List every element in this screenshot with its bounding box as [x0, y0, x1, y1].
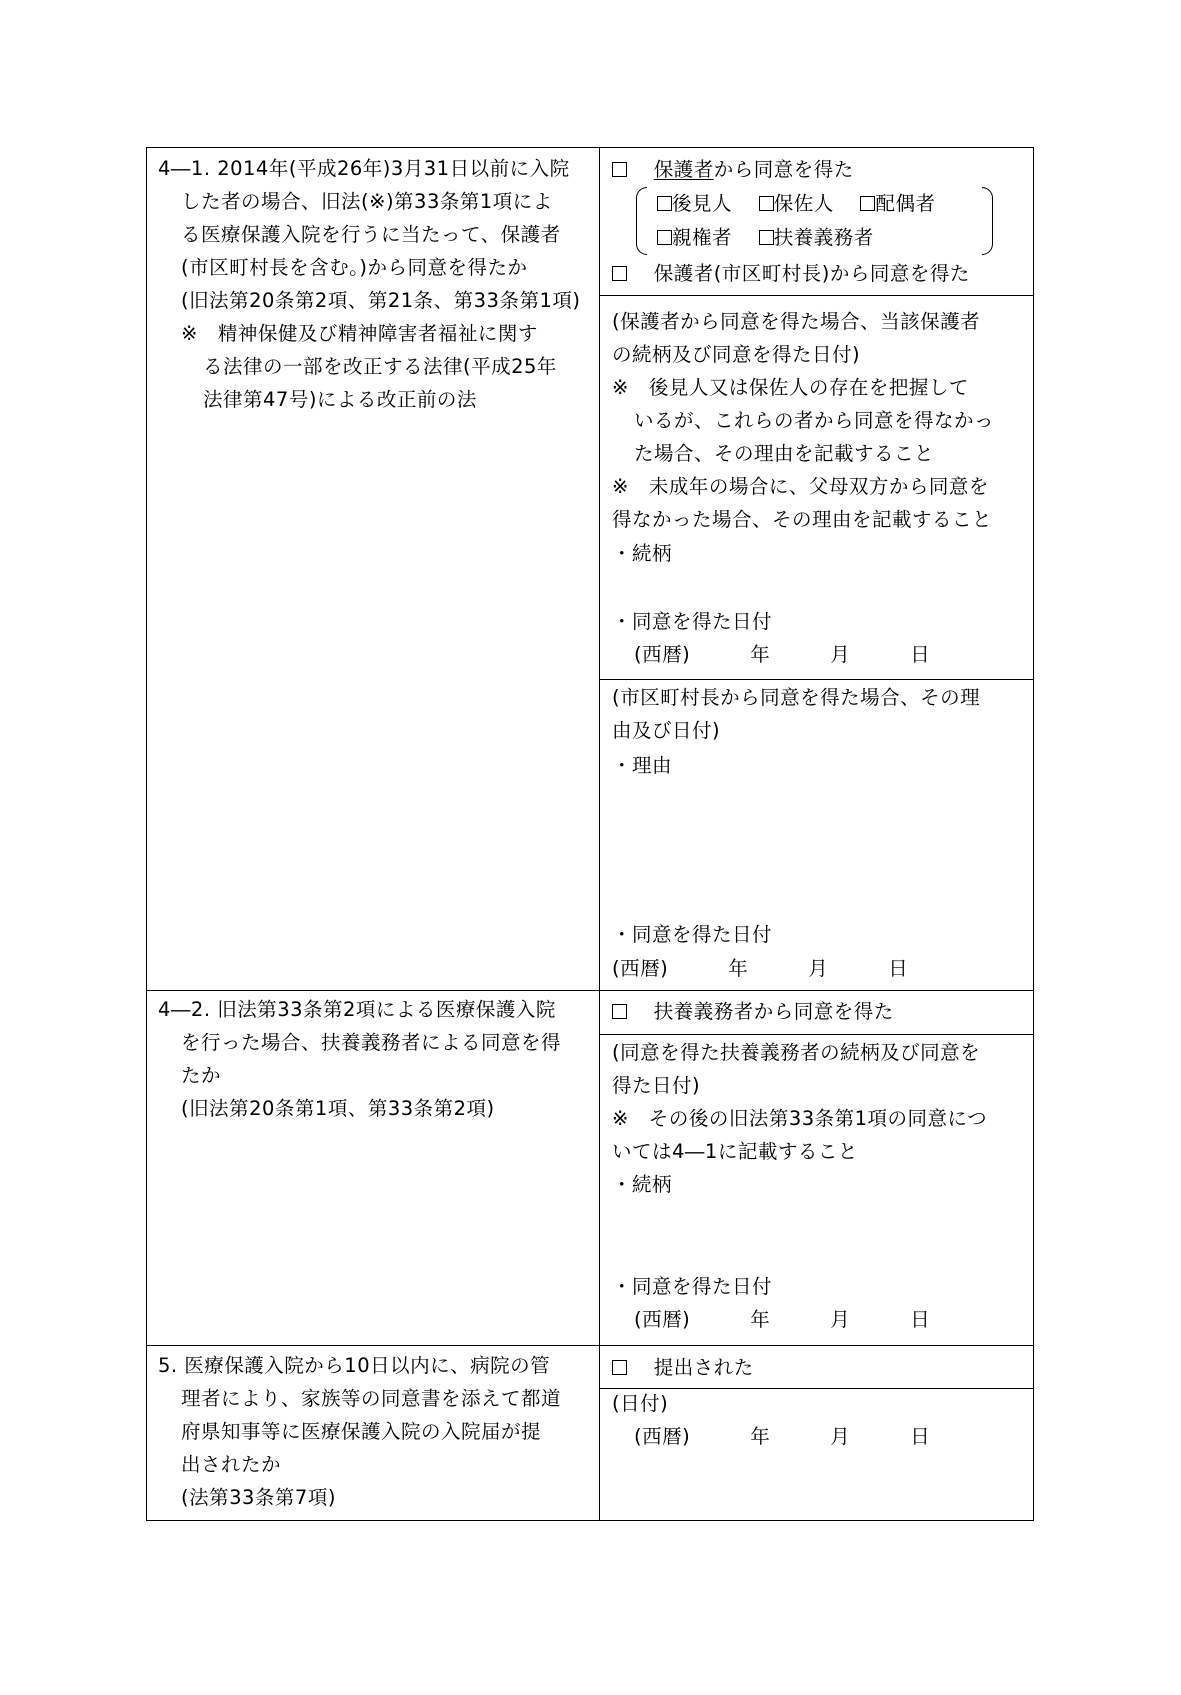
detail-heading: 得た日付): [612, 1074, 701, 1097]
option-label: 提出された: [653, 1356, 754, 1379]
note-line: 法律第47号)による改正前の法: [203, 388, 477, 411]
note-line: た場合、その理由を記載すること: [634, 442, 935, 465]
reason-field-label: ・理由: [612, 754, 673, 777]
relation-options-row: [657, 221, 874, 254]
column-divider: [599, 147, 600, 1521]
question-line: 4―2. 旧法第33条第2項による医療保護入院: [158, 998, 556, 1021]
subcell-divider: [599, 1034, 1034, 1035]
question-line: した者の場合、旧法(※)第33条第1項によ: [181, 190, 553, 213]
note-line: いるが、これらの者から同意を得なかっ: [634, 409, 995, 432]
option-label: 扶養義務者から同意を得た: [653, 1000, 894, 1023]
note-line: ※ 精神保健及び精神障害者福祉に関す: [181, 322, 538, 345]
consent-date-field: (西暦) 年 月 日: [634, 643, 931, 666]
note-line: ※ その後の旧法第33条第1項の同意につ: [612, 1107, 988, 1130]
relation-option-guardian[interactable]: 後見人: [657, 192, 732, 215]
consent-label: から同意を得た: [713, 158, 854, 181]
detail-heading: の続柄及び同意を得た日付): [612, 343, 861, 366]
checkbox[interactable]: [657, 196, 672, 211]
right-bracket-icon: [982, 187, 993, 255]
note-line: 得なかった場合、その理由を記載すること: [612, 508, 993, 531]
consent-date-label: ・同意を得た日付: [612, 1275, 773, 1298]
relation-options-row: [657, 187, 935, 220]
detail-heading: 由及び日付): [612, 719, 721, 742]
subcell-divider: [599, 679, 1034, 680]
left-bracket-icon: [636, 187, 647, 255]
checkbox[interactable]: [759, 230, 774, 245]
consent-date-label: ・同意を得た日付: [612, 610, 773, 633]
guardian-label: 保護者: [653, 158, 714, 181]
relation-field-label: ・続柄: [612, 1173, 673, 1196]
consent-date-field: (西暦) 年 月 日: [612, 957, 909, 980]
subcell-divider: [599, 295, 1034, 296]
detail-heading: (同意を得た扶養義務者の続柄及び同意を: [612, 1041, 981, 1064]
relation-option-spouse[interactable]: 配偶者: [860, 192, 935, 215]
legal-reference: (法第33条第7項): [181, 1486, 336, 1509]
mayor-consent-checkbox[interactable]: [612, 266, 627, 281]
consent-date-field: (西暦) 年 月 日: [634, 1308, 931, 1331]
question-line: 理者により、家族等の同意書を添えて都道: [181, 1387, 562, 1410]
consent-date-label: ・同意を得た日付: [612, 923, 773, 946]
question-line: 4―1. 2014年(平成26年)3月31日以前に入院: [158, 157, 570, 180]
row-divider-4-2: [146, 990, 1034, 991]
question-line: (市区町村長を含む。)から同意を得たか: [181, 256, 528, 279]
row-divider-5: [146, 1345, 1034, 1346]
relation-option-parental-authority[interactable]: 親権者: [657, 226, 732, 249]
checkbox[interactable]: [759, 196, 774, 211]
question-line: る医療保護入院を行うに当たって、保護者: [181, 223, 561, 246]
question-line: 出されたか: [181, 1453, 282, 1476]
detail-heading: (保護者から同意を得た場合、当該保護者: [612, 310, 981, 333]
guardian-consent-checkbox[interactable]: [612, 162, 627, 177]
mayor-consent-option[interactable]: [612, 257, 970, 290]
date-heading: (日付): [612, 1392, 669, 1415]
question-line: 5. 医療保護入院から10日以内に、病院の管: [158, 1354, 551, 1377]
support-obligor-consent-checkbox[interactable]: [612, 1004, 627, 1019]
legal-reference: (旧法第20条第1項、第33条第2項): [181, 1097, 495, 1120]
checkbox[interactable]: [860, 196, 875, 211]
submitted-checkbox[interactable]: [612, 1360, 627, 1375]
note-line: ※ 未成年の場合に、父母双方から同意を: [612, 475, 989, 498]
detail-heading: (市区町村長から同意を得た場合、その理: [612, 686, 981, 709]
support-obligor-consent-option[interactable]: [612, 995, 894, 1028]
relation-option-support-obligor[interactable]: 扶養義務者: [759, 226, 874, 249]
mayor-consent-label: 保護者(市区町村長)から同意を得た: [653, 262, 970, 285]
checkbox[interactable]: [657, 230, 672, 245]
note-line: る法律の一部を改正する法律(平成25年: [203, 355, 557, 378]
question-line: たか: [181, 1064, 222, 1087]
guardian-consent-option[interactable]: [612, 153, 854, 186]
submission-date-field: (西暦) 年 月 日: [634, 1425, 931, 1448]
note-line: ※ 後見人又は保佐人の存在を把握して: [612, 376, 969, 399]
question-line: 府県知事等に医療保護入院の入院届が提: [181, 1420, 542, 1443]
relation-option-curator[interactable]: 保佐人: [759, 192, 834, 215]
relation-field-label: ・続柄: [612, 542, 673, 565]
submitted-option[interactable]: [612, 1351, 754, 1384]
question-line: を行った場合、扶養義務者による同意を得: [181, 1031, 562, 1054]
note-line: いては4―1に記載すること: [612, 1140, 858, 1163]
legal-reference: (旧法第20条第2項、第21条、第33条第1項): [181, 289, 581, 312]
